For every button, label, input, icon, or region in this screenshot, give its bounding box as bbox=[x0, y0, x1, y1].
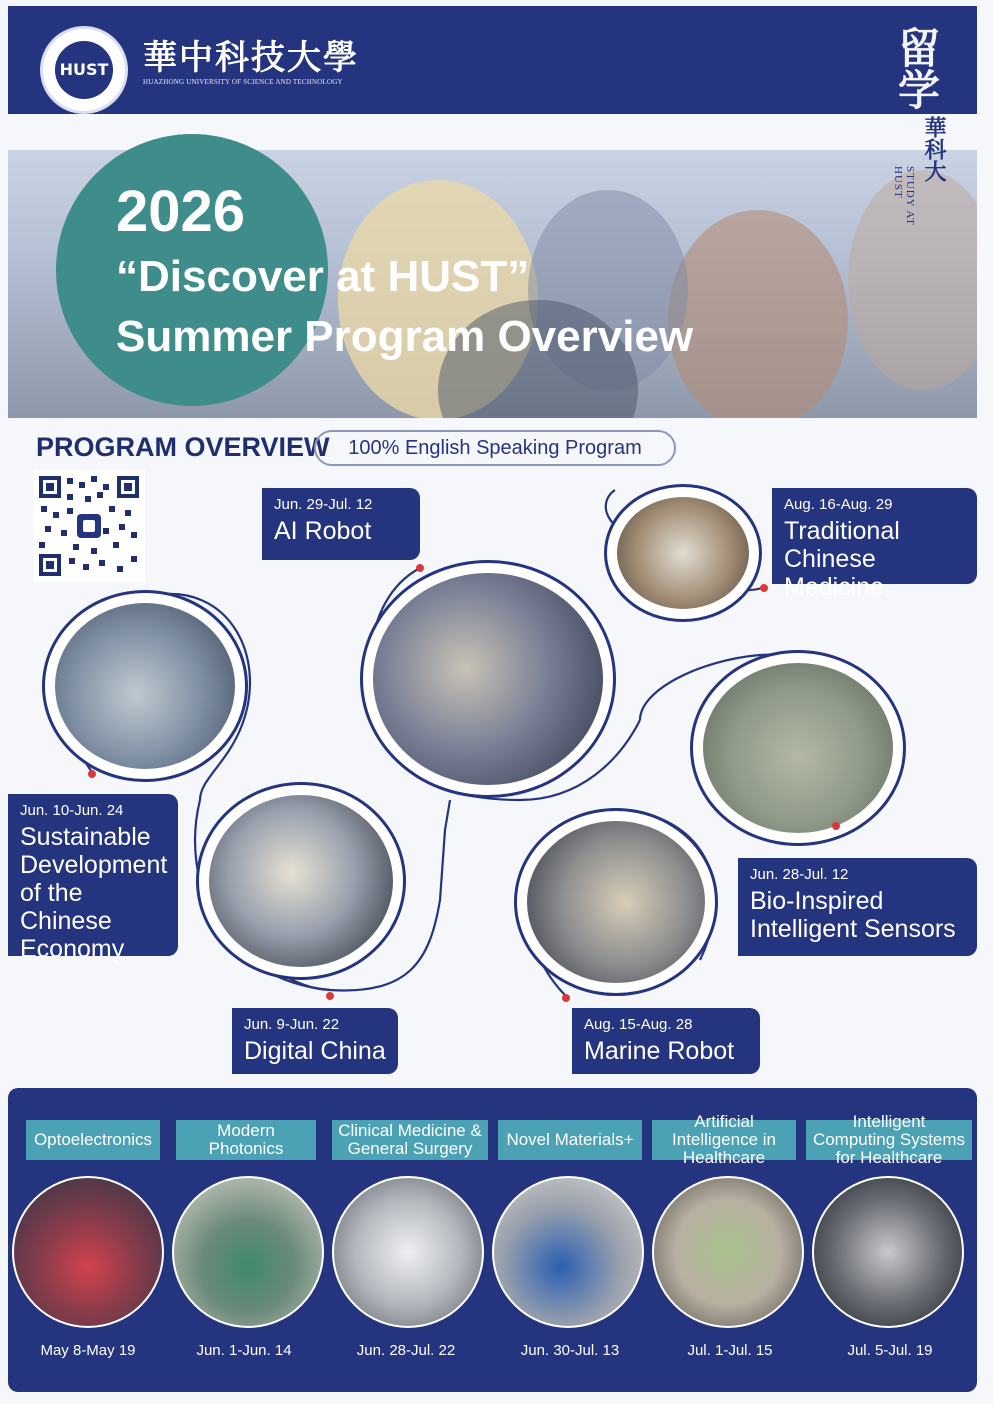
sensors-photo bbox=[690, 650, 906, 846]
connector-dot bbox=[562, 994, 570, 1002]
program-photo bbox=[492, 1176, 644, 1328]
english-program-pill: 100% English Speaking Program bbox=[314, 430, 676, 466]
hero-year: 2026 bbox=[116, 179, 246, 244]
program-overview-title: PROGRAM OVERVIEW bbox=[36, 432, 330, 462]
logo-text: HUST bbox=[55, 41, 113, 99]
program-label-ai-robot bbox=[262, 488, 420, 560]
hero-title-line1: “Discover at HUST” bbox=[116, 252, 530, 301]
program-date: Jun. 9-Jun. 22 bbox=[244, 1016, 340, 1033]
program-name: Sustainable Development of the Chinese Economy bbox=[20, 823, 168, 963]
university-name-cn: 華中科技大學 bbox=[143, 38, 359, 78]
stamp-big-text: 留学 bbox=[892, 26, 941, 110]
program-name: Bio-Inspired Intelligent Sensors bbox=[750, 887, 956, 943]
stamp-english-text: STUDY AT HUST bbox=[892, 166, 916, 226]
program-label-marine-robot bbox=[572, 1008, 760, 1074]
marine-robot-photo bbox=[514, 808, 718, 996]
connector-dot bbox=[326, 992, 334, 1000]
program-name: Marine Robot bbox=[584, 1037, 735, 1065]
hero-title-line2: Summer Program Overview bbox=[116, 312, 694, 361]
program-photo bbox=[652, 1176, 804, 1328]
university-name-en: HUAZHONG UNIVERSITY OF SCIENCE AND TECHNOLOGY bbox=[143, 78, 343, 86]
connector-dot bbox=[88, 770, 96, 778]
program-date: Aug. 15-Aug. 28 bbox=[584, 1016, 693, 1033]
program-date: Jun. 30-Jul. 13 bbox=[520, 1342, 620, 1359]
program-date: May 8-May 19 bbox=[40, 1342, 136, 1359]
program-date: Aug. 16-Aug. 29 bbox=[784, 496, 893, 513]
program-date: Jul. 1-Jul. 15 bbox=[687, 1342, 773, 1359]
program-tag: Novel Materials+ bbox=[498, 1120, 642, 1160]
program-label-tcm bbox=[772, 488, 977, 601]
program-date: Jun. 28-Jul. 22 bbox=[356, 1342, 456, 1359]
ai-robot-photo bbox=[360, 560, 616, 798]
program-date: Jun. 1-Jun. 14 bbox=[196, 1342, 292, 1359]
tcm-photo bbox=[604, 484, 762, 622]
program-tag: Optoelectronics bbox=[26, 1120, 160, 1160]
program-photo bbox=[812, 1176, 964, 1328]
program-date: Jun. 29-Jul. 12 bbox=[274, 496, 373, 513]
program-tag: Intelligent Computing Systems for Healthcare bbox=[806, 1120, 972, 1160]
program-tag: Modern Photonics bbox=[176, 1120, 316, 1160]
connector-dot bbox=[760, 584, 768, 592]
connector-dot bbox=[832, 822, 840, 830]
program-photo bbox=[332, 1176, 484, 1328]
program-label-bio-sensors bbox=[738, 858, 977, 956]
program-photo bbox=[172, 1176, 324, 1328]
program-tag: Artificial Intelligence in Healthcare bbox=[652, 1120, 796, 1160]
sustainable-development-photo bbox=[42, 590, 248, 782]
program-name: AI Robot bbox=[274, 517, 372, 545]
program-name: Traditional Chinese Medicine bbox=[784, 517, 900, 601]
program-date: Jul. 5-Jul. 19 bbox=[847, 1342, 933, 1359]
program-label-sustainable-development bbox=[8, 794, 178, 963]
program-date: Jun. 10-Jun. 24 bbox=[20, 802, 124, 819]
program-date: Jun. 28-Jul. 12 bbox=[750, 866, 849, 883]
program-tag: Clinical Medicine & General Surgery bbox=[332, 1120, 488, 1160]
connector-dot bbox=[416, 564, 424, 572]
program-name: Digital China bbox=[244, 1037, 386, 1065]
program-label-digital-china bbox=[232, 1008, 398, 1074]
program-photo bbox=[12, 1176, 164, 1328]
digital-china-photo bbox=[196, 782, 406, 980]
stamp-small-text: 華科大 bbox=[921, 116, 947, 182]
